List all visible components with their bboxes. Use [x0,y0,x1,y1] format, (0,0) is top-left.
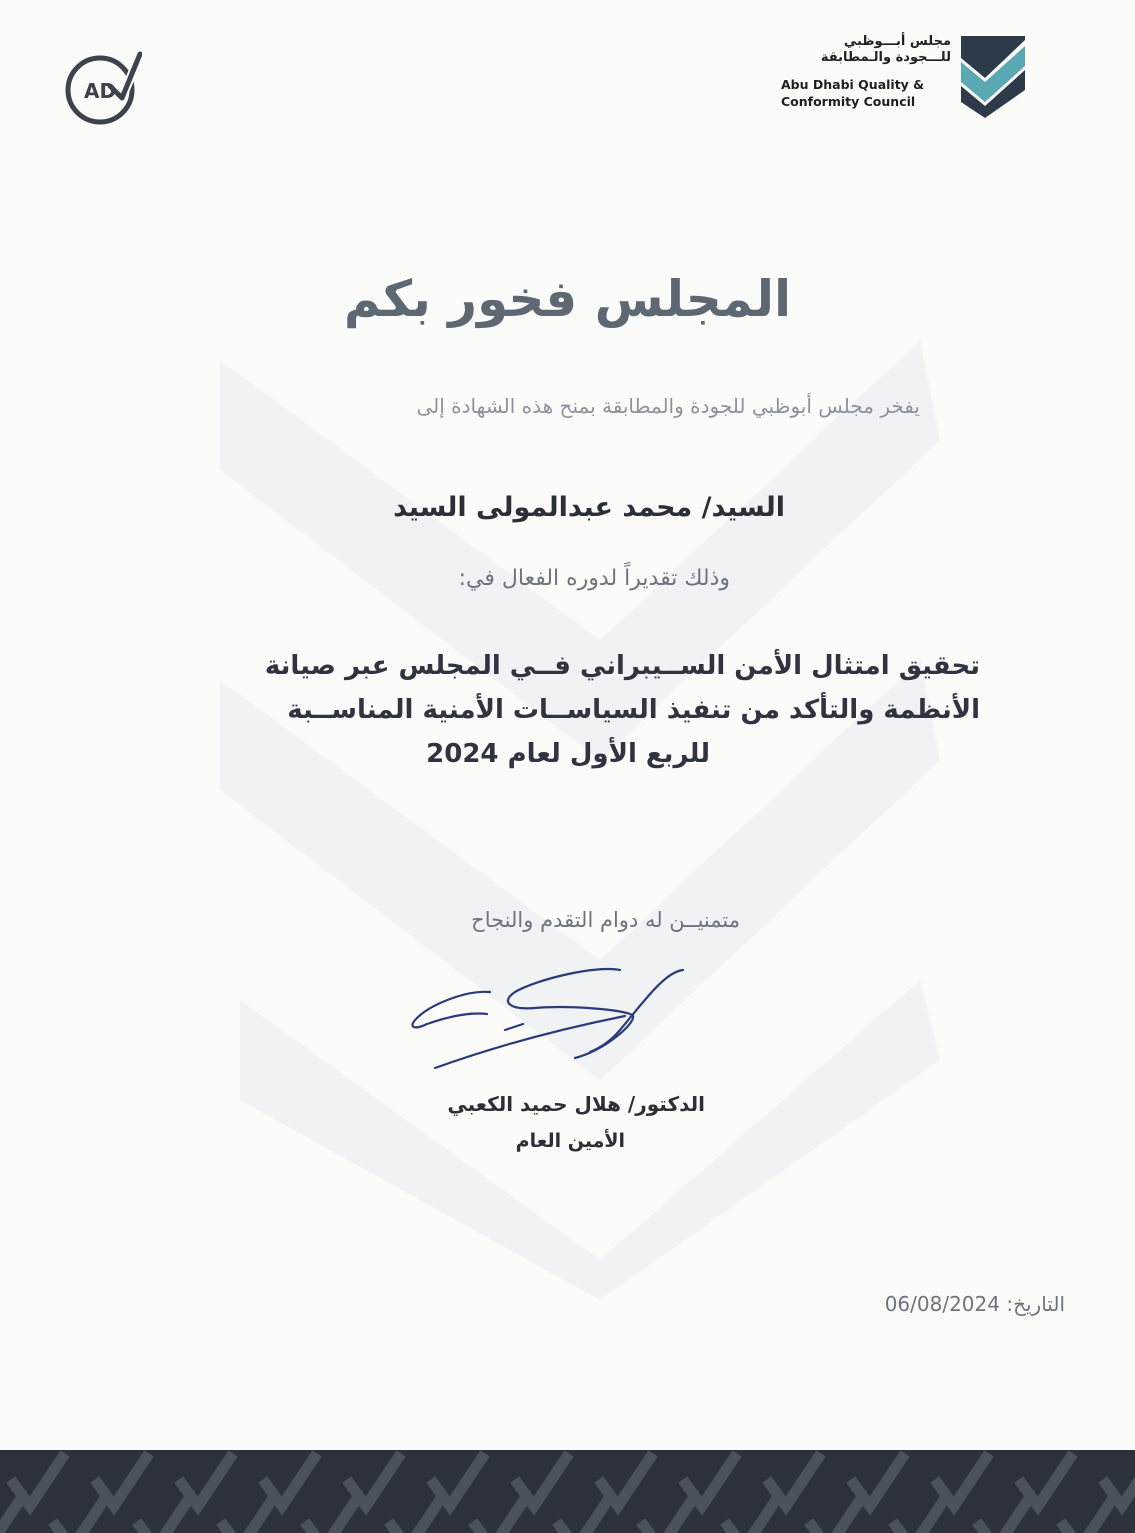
achievement-text [140,644,980,776]
intro-text: يفخر مجلس أبوظبي للجودة والمطابقة بمنح هذه الشهادة إلى [416,394,920,418]
signatory-position: الأمين العام [515,1130,625,1152]
badge-text: AD [84,79,117,103]
check-chevron-pattern-icon [0,1450,1135,1533]
achievement-line-3: للربع الأول لعام 2024 [426,739,710,769]
council-name-english [781,76,951,110]
council-chevron-logo-icon [959,32,1027,118]
signature-image [395,950,695,1075]
footer-band [0,1450,1135,1533]
certificate-title: المجلس فخور بكم [343,270,792,328]
recipient-name: السيد/ محمد عبدالمولى السيد [393,492,785,523]
date-row [885,1292,1065,1316]
date-label: التاريخ: [1006,1292,1065,1316]
wishes-text: متمنيــن له دوام التقدم والنجاح [471,908,740,932]
date-value: 06/08/2024 [884,1292,1000,1316]
council-name-en-line1: Abu Dhabi Quality & [781,77,925,92]
appreciation-text: وذلك تقديراً لدوره الفعال في: [458,566,730,591]
council-name-ar-line2: للـــجودة والـمطابقة [820,50,951,65]
council-name-ar-line1: مجلس أبـــوظبي [843,34,951,49]
achievement-line-2: الأنظمة والتأكد من تنفيذ السياســات الأمنية المناســبة [287,695,980,725]
council-name-en-line2: Conformity Council [781,94,916,109]
signatory-name: الدكتور/ هلال حميد الكعبي [447,1092,705,1116]
ad-check-badge-icon [62,44,142,128]
council-name-arabic [821,34,951,66]
council-logo [782,32,1027,124]
achievement-line-1: تحقيق امتثال الأمن الســيبراني فــي المجلس عبر صيانة [264,651,980,681]
